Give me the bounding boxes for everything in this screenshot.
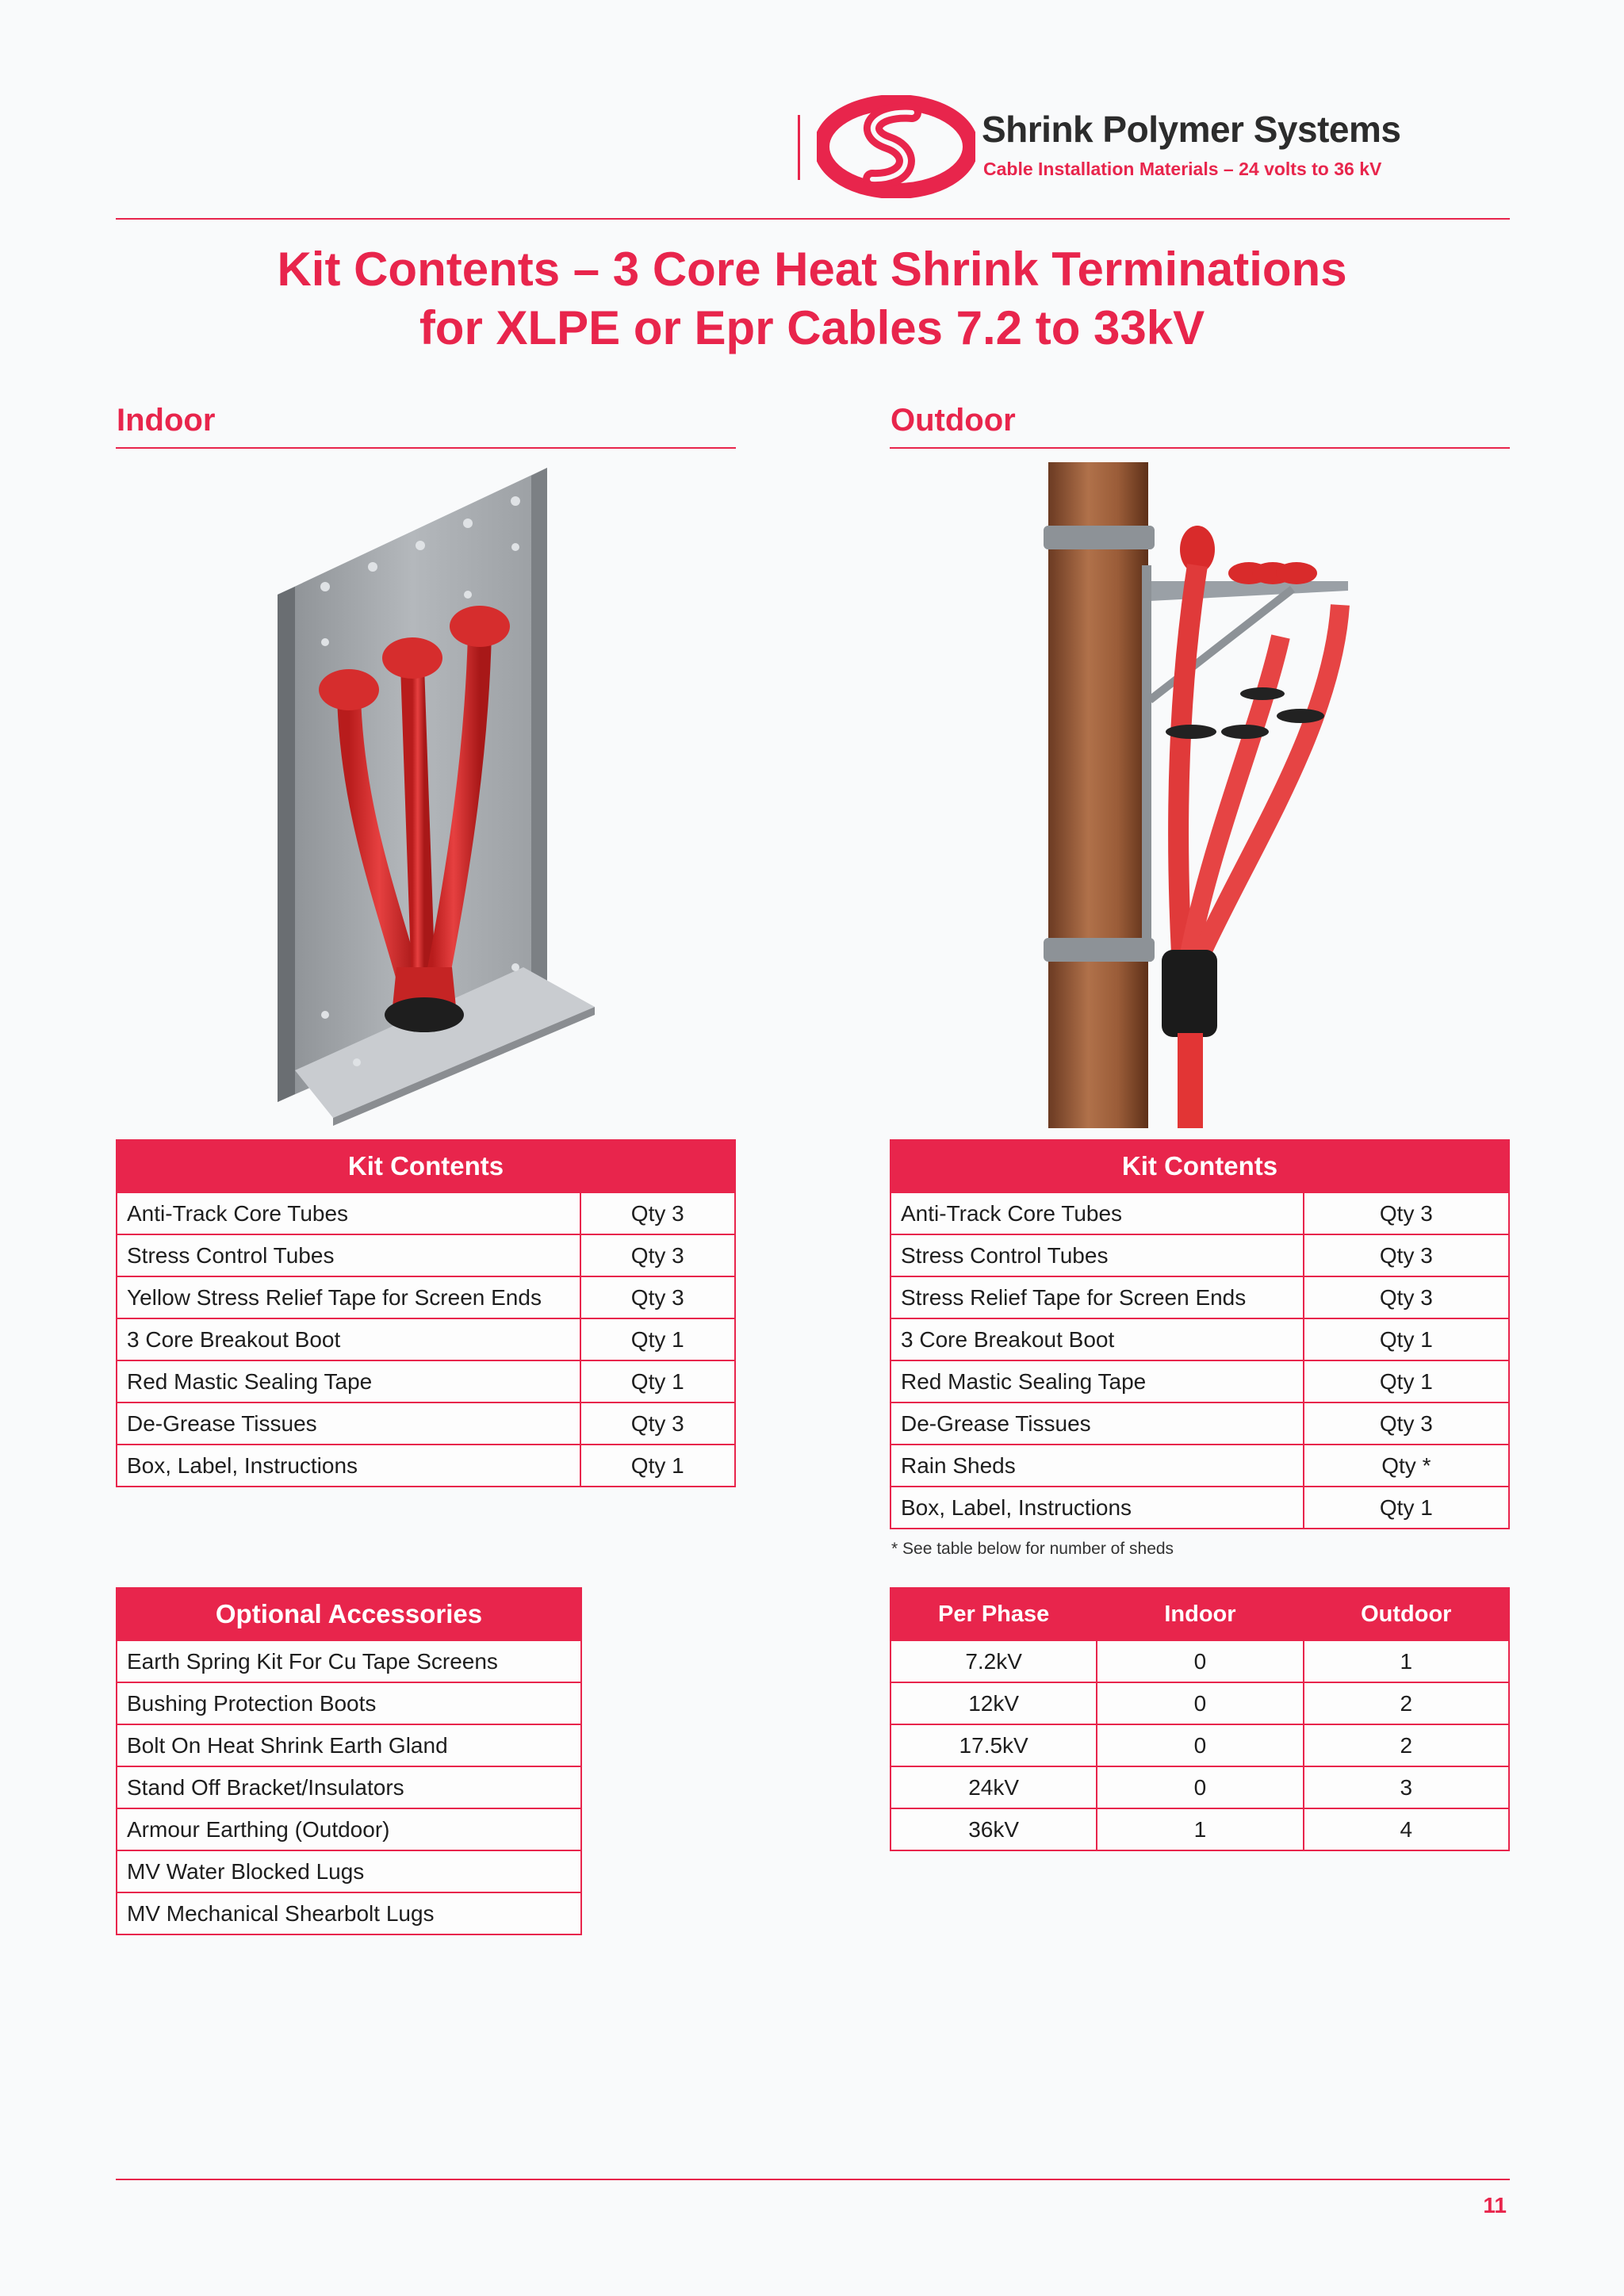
item-name: 3 Core Breakout Boot [891, 1318, 1304, 1360]
table-row [117, 1402, 735, 1445]
table-row [117, 1724, 581, 1766]
col-outdoor: Outdoor [1304, 1588, 1509, 1640]
table-row [891, 1682, 1509, 1724]
item-name: Box, Label, Instructions [891, 1487, 1304, 1529]
item-qty: Qty 1 [1304, 1487, 1509, 1529]
table-row [891, 1487, 1509, 1529]
brand-tagline: Cable Installation Materials – 24 volts to 36 kV [983, 159, 1382, 179]
col-per-phase: Per Phase [891, 1588, 1097, 1640]
item-name: Red Mastic Sealing Tape [117, 1360, 580, 1402]
company-logo-icon [817, 95, 975, 198]
table-row [117, 1192, 735, 1234]
table-row [891, 1276, 1509, 1318]
item-qty: Qty 3 [1304, 1276, 1509, 1318]
item-qty: Qty 3 [580, 1276, 735, 1318]
item-name: Box, Label, Instructions [117, 1445, 580, 1487]
item-qty: Qty 3 [580, 1402, 735, 1445]
indoor-sheds: 0 [1097, 1766, 1303, 1808]
indoor-termination-illustration [254, 460, 603, 1126]
rain-sheds-table [890, 1587, 1510, 1851]
item-name: Red Mastic Sealing Tape [891, 1360, 1304, 1402]
table-row [117, 1766, 581, 1808]
page-title-line1: Kit Contents – 3 Core Heat Shrink Terminations [277, 243, 1347, 296]
item-name: Stress Relief Tape for Screen Ends [891, 1276, 1304, 1318]
header-rule [116, 218, 1510, 220]
item-name: De-Grease Tissues [117, 1402, 580, 1445]
phase-voltage: 7.2kV [891, 1640, 1097, 1682]
item-name: Anti-Track Core Tubes [117, 1192, 580, 1234]
item-name: Rain Sheds [891, 1445, 1304, 1487]
table-row [117, 1682, 581, 1724]
table-row [117, 1234, 735, 1276]
col-indoor: Indoor [1097, 1588, 1303, 1640]
item-qty: Qty 3 [580, 1234, 735, 1276]
item-qty: Qty 3 [1304, 1402, 1509, 1445]
indoor-heading: Indoor [117, 403, 216, 438]
table-row [117, 1808, 581, 1850]
table-row [117, 1445, 735, 1487]
indoor-kit-table [116, 1139, 736, 1487]
optional-accessories-header: Optional Accessories [117, 1588, 581, 1640]
outdoor-sheds: 2 [1304, 1682, 1509, 1724]
item-qty: Qty 3 [1304, 1234, 1509, 1276]
item-qty: Qty 1 [580, 1360, 735, 1402]
accessory-name: MV Mechanical Shearbolt Lugs [117, 1892, 581, 1934]
table-row [891, 1234, 1509, 1276]
table-row [891, 1766, 1509, 1808]
phase-voltage: 24kV [891, 1766, 1097, 1808]
item-name: Yellow Stress Relief Tape for Screen Ends [117, 1276, 580, 1318]
indoor-sheds: 0 [1097, 1640, 1303, 1682]
table-row [117, 1360, 735, 1402]
item-qty: Qty 3 [580, 1192, 735, 1234]
accessory-name: Bushing Protection Boots [117, 1682, 581, 1724]
phase-voltage: 36kV [891, 1808, 1097, 1850]
indoor-heading-rule [116, 447, 736, 449]
item-qty: Qty 1 [580, 1318, 735, 1360]
item-name: 3 Core Breakout Boot [117, 1318, 580, 1360]
table-row [117, 1640, 581, 1682]
item-qty: Qty 3 [1304, 1192, 1509, 1234]
item-qty: Qty * [1304, 1445, 1509, 1487]
outdoor-sheds: 3 [1304, 1766, 1509, 1808]
page-number: 11 [1483, 2193, 1507, 2218]
table-row [891, 1640, 1509, 1682]
indoor-sheds: 0 [1097, 1724, 1303, 1766]
table-row [891, 1724, 1509, 1766]
table-row [891, 1318, 1509, 1360]
outdoor-heading: Outdoor [891, 403, 1016, 438]
item-name: Stress Control Tubes [891, 1234, 1304, 1276]
brand-name: Shrink Polymer Systems [982, 109, 1401, 150]
header-divider-bar [798, 115, 800, 180]
phase-voltage: 12kV [891, 1682, 1097, 1724]
outdoor-heading-rule [890, 447, 1510, 449]
table-row [891, 1808, 1509, 1850]
outdoor-sheds: 4 [1304, 1808, 1509, 1850]
footer-rule [116, 2179, 1510, 2180]
table-row [117, 1318, 735, 1360]
item-name: Stress Control Tubes [117, 1234, 580, 1276]
rain-sheds-footnote: * See table below for number of sheds [891, 1540, 1174, 1558]
phase-voltage: 17.5kV [891, 1724, 1097, 1766]
accessory-name: Stand Off Bracket/Insulators [117, 1766, 581, 1808]
table-row [117, 1850, 581, 1892]
item-qty: Qty 1 [1304, 1360, 1509, 1402]
table-row [891, 1445, 1509, 1487]
outdoor-kit-table [890, 1139, 1510, 1529]
optional-accessories-table [116, 1587, 582, 1935]
table-row [891, 1192, 1509, 1234]
item-name: De-Grease Tissues [891, 1402, 1304, 1445]
item-qty: Qty 1 [1304, 1318, 1509, 1360]
accessory-name: Armour Earthing (Outdoor) [117, 1808, 581, 1850]
table-row [891, 1402, 1509, 1445]
table-row [117, 1276, 735, 1318]
outdoor-sheds: 2 [1304, 1724, 1509, 1766]
outdoor-termination-illustration [1031, 462, 1396, 1128]
indoor-sheds: 0 [1097, 1682, 1303, 1724]
item-name: Anti-Track Core Tubes [891, 1192, 1304, 1234]
item-qty: Qty 1 [580, 1445, 735, 1487]
accessory-name: Earth Spring Kit For Cu Tape Screens [117, 1640, 581, 1682]
outdoor-sheds: 1 [1304, 1640, 1509, 1682]
table-row [891, 1360, 1509, 1402]
accessory-name: Bolt On Heat Shrink Earth Gland [117, 1724, 581, 1766]
indoor-kit-header: Kit Contents [117, 1140, 735, 1192]
page-title-line2: for XLPE or Epr Cables 7.2 to 33kV [419, 301, 1205, 354]
outdoor-kit-header: Kit Contents [891, 1140, 1509, 1192]
table-row [117, 1892, 581, 1934]
accessory-name: MV Water Blocked Lugs [117, 1850, 581, 1892]
indoor-sheds: 1 [1097, 1808, 1303, 1850]
